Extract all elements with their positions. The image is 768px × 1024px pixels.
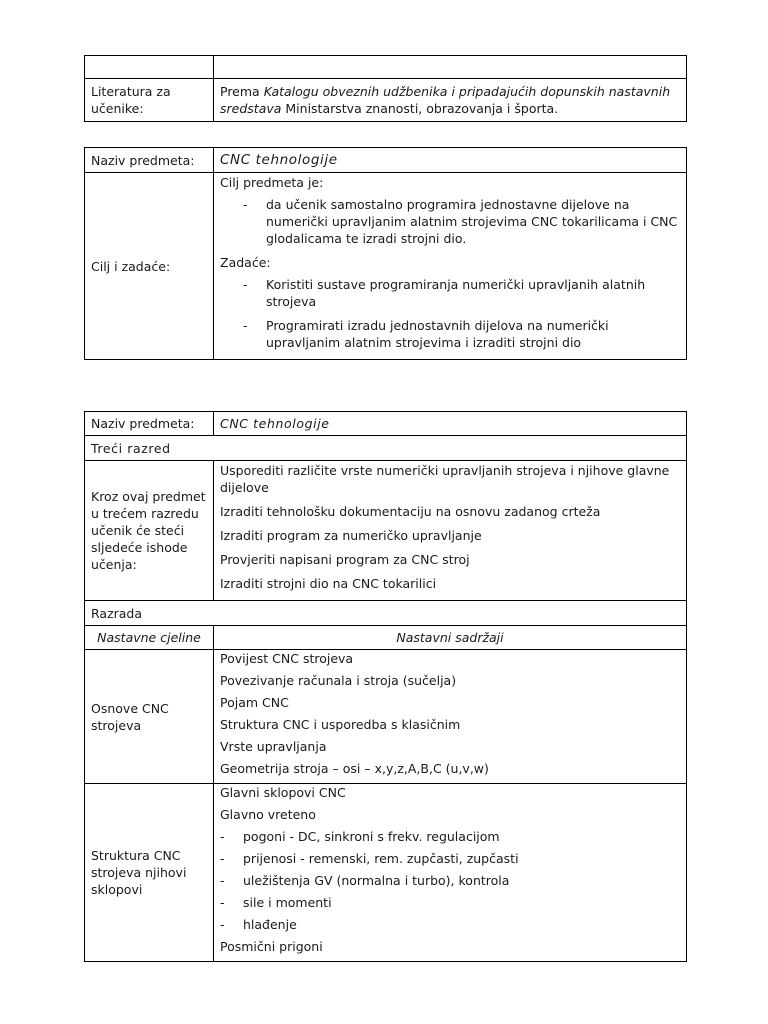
outcome-item: Provjeriti napisani program za CNC stroj [220,552,470,567]
outcome-item: Izraditi tehnološku dokumentaciju na osnovu zadanog crteža [220,504,601,519]
column-header-contents: Nastavni sadržaji [214,626,687,650]
razrada-heading: Razrada [85,601,687,626]
goals-label: Cilj i zadaće: [85,173,214,360]
literature-text-prefix: Prema [220,84,264,99]
content-subitem: - hlađenje [220,916,680,933]
empty-cell [85,56,214,79]
unit-name: Struktura CNC strojeva njihovi sklopovi [85,784,214,962]
literature-text-suffix: Ministarstva znanosti, obrazovanja i športa. [281,101,559,116]
content-subitem: - uležištenja GV (normalna i turbo), kontrola [220,872,680,889]
content-item: Povezivanje računala i stroja (sučelja) [220,673,457,688]
subject-label: Naziv predmeta: [85,412,214,436]
column-header-units: Nastavne cjeline [85,626,214,650]
goal-item: - da učenik samostalno programira jednostavne dijelove na numerički upravljanim alatnim strojevima CNC tokarilicama i CNC glodalicama te izradi strojni dio. [220,196,680,247]
outcomes-list [214,461,687,601]
outcome-item: Usporediti različite vrste numerički upravljanih strojeva i njihove glavne dijelove [220,463,670,495]
unit-name: Osnove CNC strojeva [85,650,214,784]
literature-table [84,55,687,122]
literature-text [214,79,687,122]
content-item: Povijest CNC strojeva [220,651,354,666]
goals-table [84,147,687,360]
subject-label: Naziv predmeta: [85,148,214,173]
goal-intro: Cilj predmeta je: [220,175,324,190]
empty-cell [214,56,687,79]
content-item: Posmični prigoni [220,939,323,954]
content-item: Pojam CNC [220,695,289,710]
tasks-intro: Zadaće: [220,255,271,270]
unit-contents [214,650,687,784]
content-subitem: - pogoni - DC, sinkroni s frekv. regulacijom [220,828,680,845]
content-item: Glavni sklopovi CNC [220,785,346,800]
content-item: Vrste upravljanja [220,739,327,754]
content-item: Glavno vreteno [220,807,316,822]
content-subitem: - prijenosi - remenski, rem. zupčasti, zupčasti [220,850,680,867]
unit-contents [214,784,687,962]
outcome-item: Izraditi program za numeričko upravljanje [220,528,482,543]
outcome-item: Izraditi strojni dio na CNC tokarilici [220,576,437,591]
curriculum-table [84,411,687,962]
task-item: - Programirati izradu jednostavnih dijelova na numerički upravljanim alatnim strojevima i izraditi strojni dio [220,317,680,351]
outcomes-label: Kroz ovaj predmet u trećem razredu učenik će steći sljedeće ishode učenja: [85,461,214,601]
task-item: - Koristiti sustave programiranja numerički upravljanih alatnih strojeva [220,276,680,310]
grade-label: Treći razred [85,436,687,461]
subject-value: CNC tehnologije [214,412,687,436]
goals-content [214,173,687,360]
literature-catalog-title: Katalogu obveznih udžbenika i pripadajućih dopunskih nastavnih sredstava [220,84,671,116]
content-subitem: - sile i momenti [220,894,680,911]
subject-value: CNC tehnologije [214,148,687,173]
content-item: Geometrija stroja – osi – x,y,z,A,B,C (u,v,w) [220,761,489,776]
literature-label: Literatura za učenike: [85,79,214,122]
content-item: Struktura CNC i usporedba s klasičnim [220,717,461,732]
